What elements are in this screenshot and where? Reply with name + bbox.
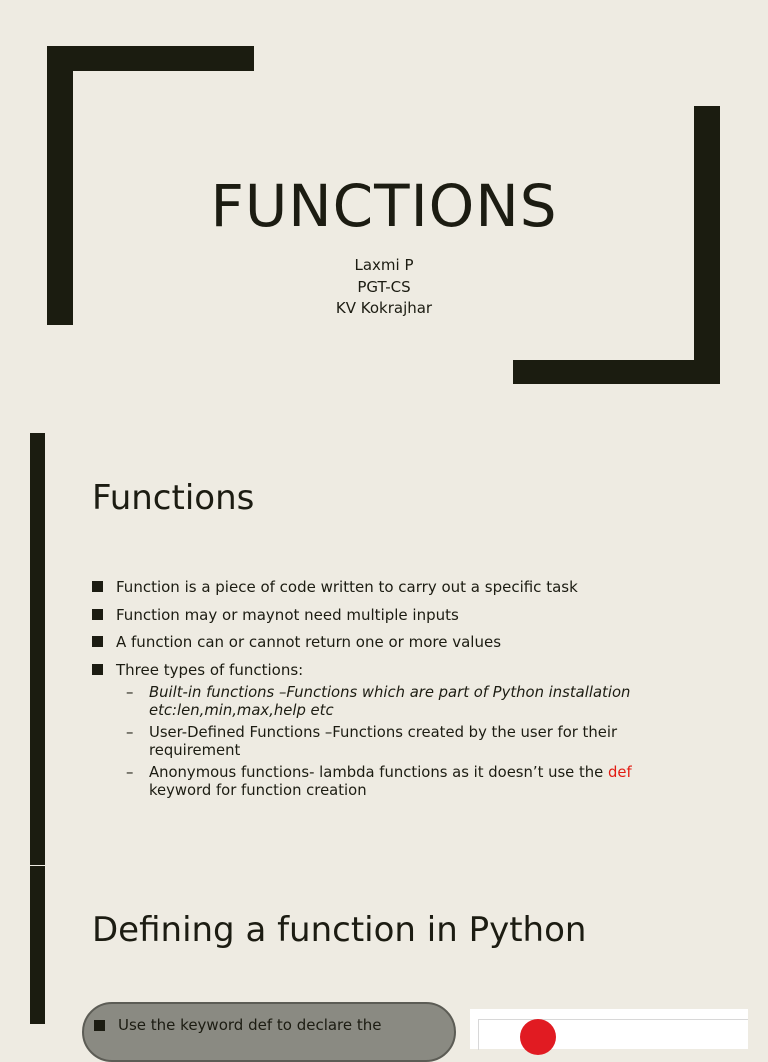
sub-text-line1: Built-in functions –Functions which are part of Python installation <box>149 683 631 701</box>
list-item <box>92 578 692 597</box>
sub-text-line2: keyword for function creation <box>149 781 367 799</box>
callout-text <box>94 1016 382 1034</box>
sub-list-item <box>126 724 692 760</box>
bullet-text: Three types of functions: <box>116 660 304 679</box>
sub-text-line2: etc:len,min,max,help etc <box>149 701 334 719</box>
sub-text-line1: User-Defined Functions –Functions created by the user for their <box>149 723 618 741</box>
code-image-panel <box>470 1009 748 1049</box>
sub-bullet-list <box>126 684 692 800</box>
bullet-text: A function can or cannot return one or more values <box>116 633 502 651</box>
slide-left-accent-bar <box>30 433 45 865</box>
def-keyword: def <box>607 763 632 781</box>
callout-label: Use the keyword def to declare the <box>118 1016 382 1034</box>
dash-marker: – <box>126 763 134 781</box>
sub-text-line2: requirement <box>149 741 241 759</box>
square-bullet-icon <box>92 664 103 675</box>
callout-pill <box>82 1002 456 1062</box>
square-bullet-icon <box>92 581 103 592</box>
sub-list-item <box>126 764 692 800</box>
slide-title: Functions <box>92 478 255 518</box>
dash-marker: – <box>126 683 134 701</box>
dash-marker: – <box>126 723 134 741</box>
sub-text-line1: Anonymous functions- lambda functions as it doesn’t use the <box>149 763 608 781</box>
slide-title: Defining a function in Python <box>92 910 587 950</box>
list-item <box>92 606 692 625</box>
defining-function-slide <box>0 866 768 1034</box>
list-item <box>92 633 692 652</box>
sub-list-item <box>126 684 692 720</box>
corner-bracket-bottom-right-horizontal <box>513 360 720 384</box>
presenter-school: KV Kokrajhar <box>335 299 433 317</box>
list-item <box>92 661 692 800</box>
corner-bracket-bottom-right-vertical <box>694 106 720 384</box>
square-bullet-icon <box>92 636 103 647</box>
corner-bracket-top-left-horizontal <box>47 46 254 71</box>
square-bullet-icon <box>92 609 103 620</box>
presenter-name: Laxmi P <box>354 256 414 274</box>
bullet-text: Function may or maynot need multiple inputs <box>116 605 459 624</box>
square-bullet-icon <box>94 1020 105 1031</box>
presenter-role: PGT-CS <box>357 277 411 296</box>
presentation-title: FUNCTIONS <box>210 172 558 240</box>
red-circle-marker <box>520 1019 556 1055</box>
presenter-info <box>0 255 768 320</box>
functions-slide <box>0 433 768 865</box>
bullet-text: Function is a piece of code written to carry out a specific task <box>116 578 578 596</box>
bullet-list <box>92 578 692 808</box>
title-slide <box>0 0 768 410</box>
slide-left-accent-bar <box>30 866 45 1024</box>
